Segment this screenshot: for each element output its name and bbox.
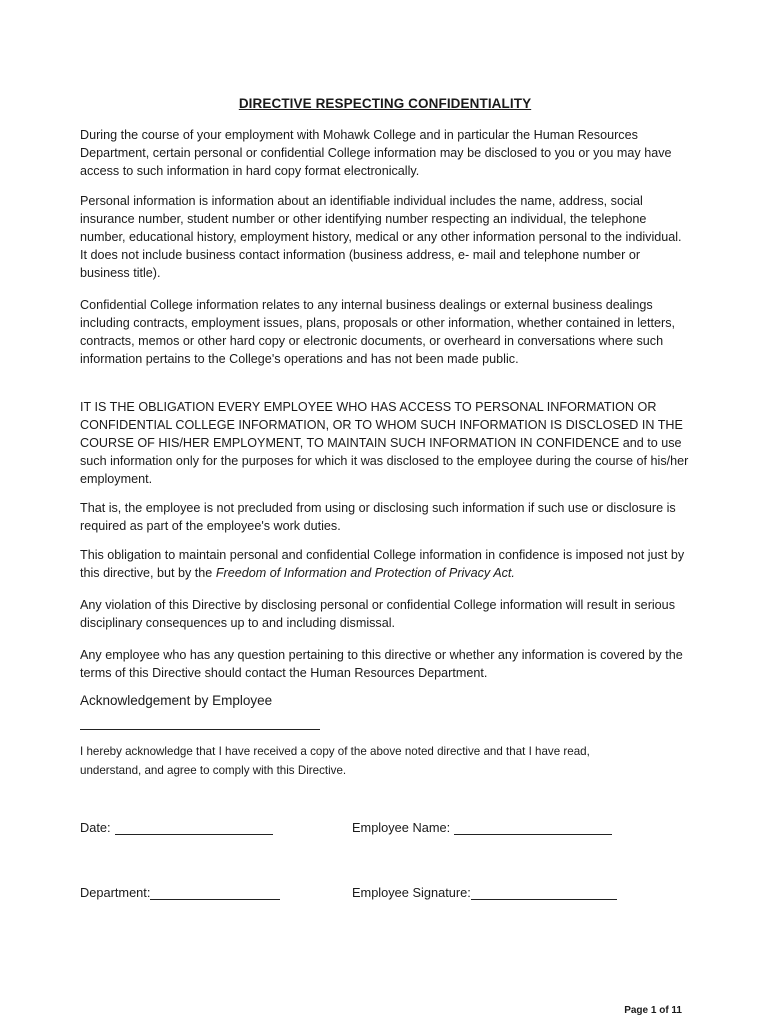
employee-name-field[interactable] <box>352 820 612 835</box>
paragraph-obligation: IT IS THE OBLIGATION EVERY EMPLOYEE WHO HAS ACCESS TO PERSONAL INFORMATION OR CONFIDENTIAL COLLEGE INFORMATION, OR TO WHOM SUCH INFORMATION IS DISCLOSED IN THE COURSE OF HIS/HER EMPLOYMENT, TO MAINTAIN SUCH INFORMATION IN CONFIDENCE and to use such information only for the purposes for which it was disclosed to the employee during the course of his/her employment. <box>80 400 689 486</box>
privacy-act-name: Freedom of Information and Protection of Privacy Act. <box>215 566 515 580</box>
acknowledgement-statement: I hereby acknowledge that I have received a copy of the above noted directive and that I have read, understand, and agree to comply with this Directive. <box>80 745 590 777</box>
employee-signature-field[interactable] <box>352 885 617 900</box>
employee-name-label: Employee Name: <box>352 820 451 835</box>
date-input-line[interactable] <box>115 822 273 835</box>
date-field[interactable] <box>80 820 273 835</box>
paragraph-permitted-use: That is, the employee is not precluded from using or disclosing such information if such use or disclosure is required as part of the employee's work duties. <box>80 501 676 533</box>
document-title: DIRECTIVE RESPECTING CONFIDENTIALITY <box>238 96 532 111</box>
department-input-line[interactable] <box>150 887 280 900</box>
department-field[interactable] <box>80 885 280 900</box>
date-label: Date: <box>80 820 111 835</box>
employee-signature-label: Employee Signature: <box>352 885 471 900</box>
paragraph-violation: Any violation of this Directive by disclosing personal or confidential College information will result in serious disciplinary consequences up to and including dismissal. <box>80 598 675 630</box>
employee-signature-input-line[interactable] <box>471 887 617 900</box>
employee-name-input-line[interactable] <box>454 822 612 835</box>
acknowledgement-heading: Acknowledgement by Employee <box>80 693 273 708</box>
page-number: Page 1 of 11 <box>624 1005 682 1016</box>
paragraph-employment-disclosure: During the course of your employment with Mohawk College and in particular the Human Resources Department, certain personal or confidential College information may be disclosed to you or you may have access to such information in hard copy format electronically. <box>80 128 672 178</box>
department-label: Department: <box>80 885 151 900</box>
paragraph-legal-obligation <box>80 546 690 582</box>
acknowledgement-divider <box>80 729 320 730</box>
legal-obligation-text: This obligation to maintain personal and confidential College information in confidence is imposed not just by this directive, but by the <box>80 548 685 580</box>
paragraph-confidential-information: Confidential College information relates to any internal business dealings or external business dealings including contracts, employment issues, plans, proposals or other information, whether contained in letters, contracts, memos or other hard copy or electronic documents, or overheard in conversations where such information pertains to the College's operations and has not been made public. <box>80 298 676 366</box>
paragraph-personal-information: Personal information is information about an identifiable individual includes the name, address, social insurance number, student number or other identifying number respecting an individual, the telephone number, educational history, employment history, medical or any other information personal to the individual. It does not include business contact information (business address, e- mail and telephone number or business title). <box>80 194 682 280</box>
paragraph-contact: Any employee who has any question pertaining to this directive or whether any information is covered by the terms of this Directive should contact the Human Resources Department. <box>80 648 683 680</box>
